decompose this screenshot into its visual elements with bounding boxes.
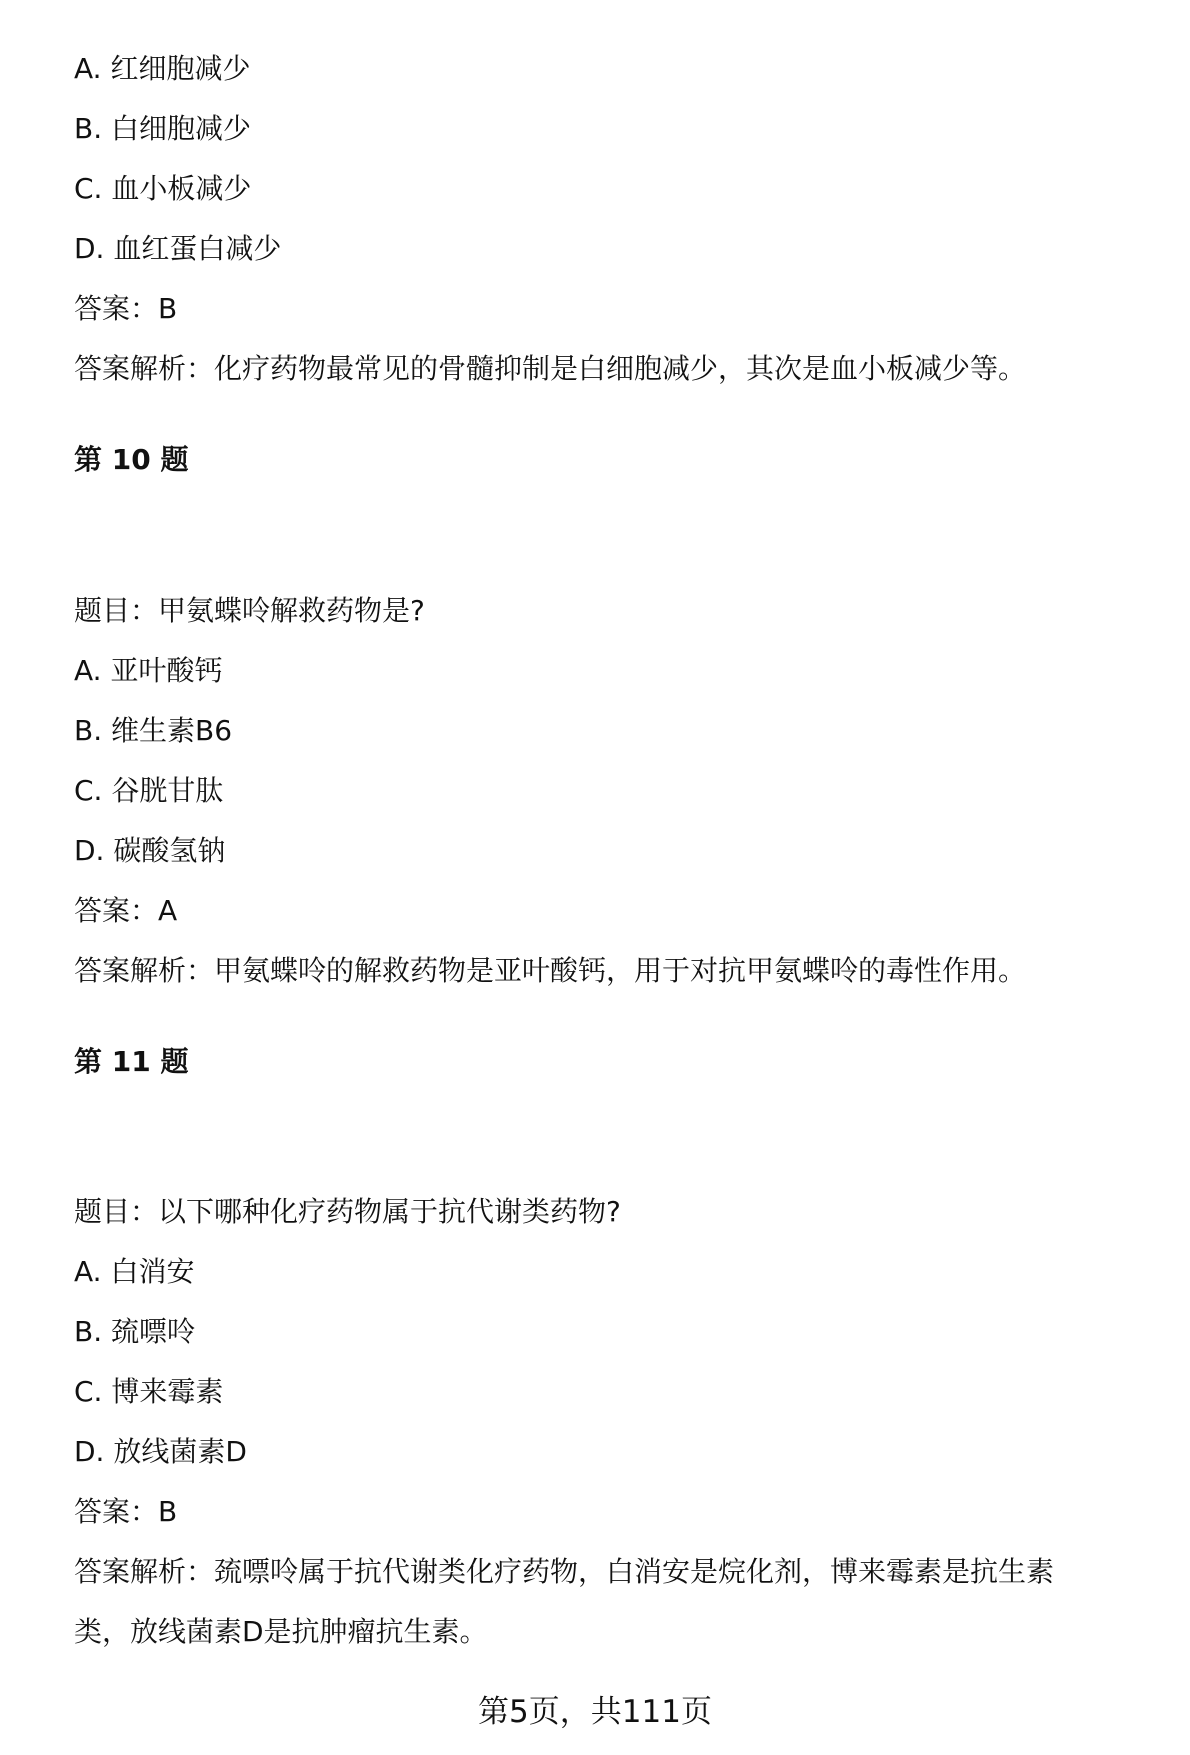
q9-option-d: D. 血红蛋白减少 (74, 232, 282, 265)
q11-option-b: B. 巯嘌呤 (74, 1315, 196, 1348)
q10-heading: 第 10 题 (74, 443, 189, 476)
q9-option-c: C. 血小板减少 (74, 172, 252, 205)
page-number-footer: 第5页，共111页 (478, 1694, 712, 1730)
q10-option-d: D. 碳酸氢钠 (74, 834, 226, 867)
q11-heading: 第 11 题 (74, 1045, 189, 1078)
q11-analysis-line-1: 答案解析：巯嘌呤属于抗代谢类化疗药物，白消安是烷化剂，博来霉素是抗生素 (74, 1555, 1055, 1588)
q10-option-a: A. 亚叶酸钙 (74, 654, 223, 687)
q10-analysis: 答案解析：甲氨蝶呤的解救药物是亚叶酸钙，用于对抗甲氨蝶呤的毒性作用。 (74, 954, 1027, 987)
q10-option-c: C. 谷胱甘肽 (74, 774, 224, 807)
q10-question: 题目：甲氨蝶呤解救药物是? (74, 594, 425, 627)
q11-option-c: C. 博来霉素 (74, 1375, 224, 1408)
q11-option-d: D. 放线菌素D (74, 1435, 247, 1468)
q11-analysis-line-2: 类，放线菌素D是抗肿瘤抗生素。 (74, 1615, 488, 1648)
q10-option-b: B. 维生素B6 (74, 714, 233, 747)
q9-answer: 答案：B (74, 292, 178, 325)
q11-answer: 答案：B (74, 1495, 178, 1528)
q9-analysis: 答案解析：化疗药物最常见的骨髓抑制是白细胞减少，其次是血小板减少等。 (74, 352, 1027, 385)
q9-option-a: A. 红细胞减少 (74, 52, 251, 85)
q9-option-b: B. 白细胞减少 (74, 112, 252, 145)
q11-option-a: A. 白消安 (74, 1255, 195, 1288)
q10-answer: 答案：A (74, 894, 178, 927)
q11-question: 题目：以下哪种化疗药物属于抗代谢类药物? (74, 1195, 621, 1228)
